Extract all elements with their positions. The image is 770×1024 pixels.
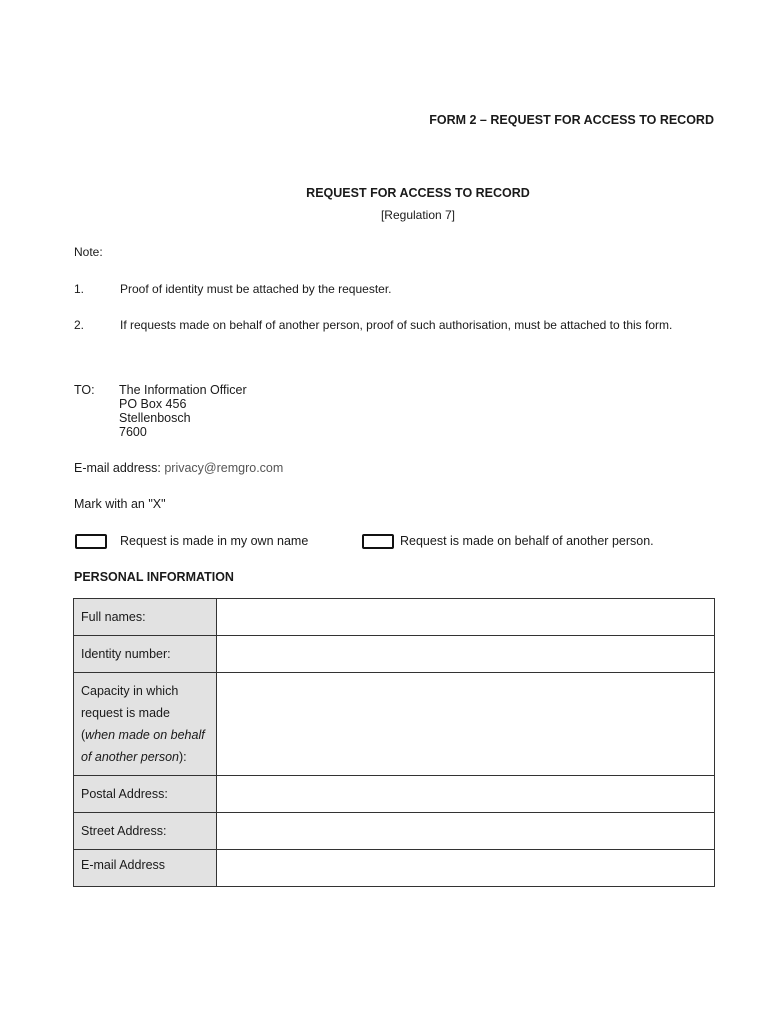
capacity-field[interactable] xyxy=(217,673,715,776)
address-line: PO Box 456 xyxy=(119,397,187,411)
mark-instruction: Mark with an "X" xyxy=(74,497,166,511)
own-name-label: Request is made in my own name xyxy=(120,534,309,548)
postal-address-label: Postal Address: xyxy=(74,776,217,813)
note-item-number: 2. xyxy=(74,318,85,332)
recipient-address xyxy=(119,383,247,439)
note-item-text: If requests made on behalf of another person, proof of such authorisation, must be attached to this form. xyxy=(120,318,673,332)
address-line: The Information Officer xyxy=(119,383,247,397)
behalf-checkbox[interactable] xyxy=(362,534,394,549)
street-address-label: Street Address: xyxy=(74,813,217,850)
address-line: Stellenbosch xyxy=(119,411,191,425)
table-row xyxy=(74,776,715,813)
personal-info-table xyxy=(73,598,715,887)
behalf-label: Request is made on behalf of another person. xyxy=(400,534,654,548)
table-row xyxy=(74,673,715,776)
capacity-label xyxy=(74,673,217,776)
regulation-subtitle: [Regulation 7] xyxy=(380,208,456,222)
table-row xyxy=(74,850,715,887)
document-title: REQUEST FOR ACCESS TO RECORD xyxy=(306,186,530,200)
table-row xyxy=(74,636,715,673)
postal-address-field[interactable] xyxy=(217,776,715,813)
identity-number-label: Identity number: xyxy=(74,636,217,673)
personal-info-heading: PERSONAL INFORMATION xyxy=(74,570,234,584)
note-item-number: 1. xyxy=(74,282,85,296)
own-name-checkbox[interactable] xyxy=(75,534,107,549)
email-line xyxy=(74,461,283,475)
capacity-label-paren: ( xyxy=(81,728,86,742)
table-row xyxy=(74,813,715,850)
email-address-field[interactable] xyxy=(217,850,715,887)
note-item-text: Proof of identity must be attached by the requester. xyxy=(120,282,392,296)
capacity-label-italic: of another person xyxy=(81,750,179,764)
street-address-field[interactable] xyxy=(217,813,715,850)
capacity-label-italic: when made on behalf xyxy=(85,728,205,742)
full-names-field[interactable] xyxy=(217,599,715,636)
note-label: Note: xyxy=(74,245,103,259)
capacity-label-line: request is made xyxy=(81,706,170,720)
email-address-label: E-mail Address xyxy=(74,850,217,887)
capacity-label-paren: ): xyxy=(179,750,187,764)
identity-number-field[interactable] xyxy=(217,636,715,673)
capacity-label-line: Capacity in which xyxy=(81,684,179,698)
email-label: E-mail address: xyxy=(74,461,161,475)
form-code: FORM 2 – REQUEST FOR ACCESS TO RECORD xyxy=(429,113,714,127)
email-value: privacy@remgro.com xyxy=(164,461,284,475)
full-names-label: Full names: xyxy=(74,599,217,636)
to-label: TO: xyxy=(74,383,95,397)
address-line: 7600 xyxy=(119,425,147,439)
table-row xyxy=(74,599,715,636)
